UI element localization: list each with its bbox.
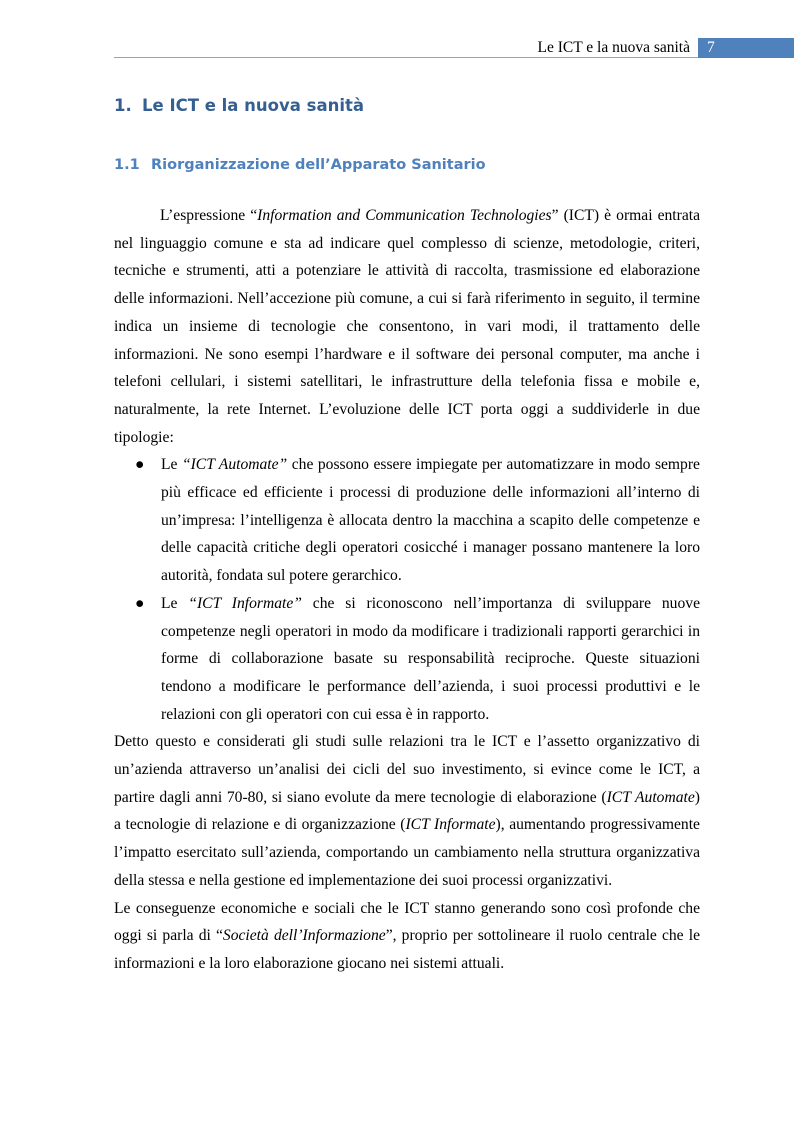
running-title: Le ICT e la nuova sanità — [537, 39, 690, 56]
list-item — [135, 451, 700, 590]
bullet-list — [114, 451, 700, 728]
paragraph-2-italic-a: ICT Automate — [606, 788, 695, 806]
header-rule — [114, 57, 698, 58]
bullet-icon: ● — [135, 456, 145, 474]
paragraph-1-text-b: ” (ICT) è ormai entrata nel linguaggio comune e sta ad indicare quel complesso di scienze, metodologie, criteri, tecniche e strumenti, atti a potenziare le attività di raccolta, trasmissione ed elaborazione delle informazioni. Nell’accezione più comune, a cui si farà riferimento in seguito, il termine indica un insieme di tecnologie che consentono, in vari modi, il trattamento delle informazioni. Ne sono esempi l’hardware e il software dei personal computer, ma anche i telefoni cellulari, i sistemi satellitari, le infrastrutture della telefonia fissa e mobile e, naturalmente, la rete Internet. L’evoluzione delle ICT porta oggi a suddividerle in due tipologie: — [114, 207, 701, 446]
paragraph-3-italic: Società dell’Informazione — [222, 927, 386, 945]
chapter-number: 1. — [114, 96, 132, 115]
paragraph-1 — [114, 202, 700, 451]
bullet-icon: ● — [135, 594, 145, 612]
paragraph-3-text-b: ”, proprio per sottolineare il ruolo centrale che le informazioni e la loro elaborazione giocano nei sistemi attuali. — [114, 927, 700, 972]
section-heading — [114, 157, 486, 173]
section-number: 1.1 — [114, 157, 140, 173]
page-number: 7 — [707, 39, 715, 56]
paragraph-2-text-c: ), aumentando progressivamente l’impatto esercitato sull’azienda, comportando un cambiamento nella struttura organizzativa della stessa e nella gestione ed implementazione dei suoi processi organizzativi. — [114, 816, 700, 889]
list-item-lead: Le — [161, 456, 182, 474]
chapter-heading — [114, 96, 364, 115]
list-item-lead: Le — [161, 594, 189, 612]
paragraph-2 — [114, 728, 700, 894]
section-title: Riorganizzazione dell’Apparato Sanitario — [151, 157, 486, 173]
list-item-text: che si riconoscono nell’importanza di sviluppare nuove competenze negli operatori in modo da modificare i tradizionali rapporti gerarchici in forme di collaborazione basate su responsabilità reciproche. Queste situazioni tendono a modificare le performance dell’azienda, i suoi processi produttivi e le relazioni con gli operatori con cui essa è in rapporto. — [161, 594, 700, 723]
page-header — [0, 38, 794, 58]
paragraph-2-text-a: Detto questo e considerati gli studi sulle relazioni tra le ICT e l’assetto organizzativo di un’azienda attraverso un’analisi dei cicli del suo investimento, si evince come le ICT, a partire dagli anni 70-80, si siano evolute da mere tecnologie di elaborazione ( — [114, 733, 700, 806]
paragraph-1-italic: Information and Communication Technologies — [257, 207, 552, 224]
list-item-text: che possono essere impiegate per automatizzare in modo sempre più efficace ed efficiente i processi di produzione delle informazioni all’interno di un’impresa: l’intelligenza è allocata dentro la macchina a scapito delle competenze e delle capacità critiche degli operatori cosicché i manager possano mantenere la loro autorità, fondata sul potere gerarchico. — [161, 456, 700, 585]
paragraph-2-italic-b: ICT Informate — [405, 816, 496, 834]
paragraph-2-text-b: ) a tecnologie di relazione e di organizzazione ( — [114, 788, 700, 834]
list-item-italic: “ICT Automate” — [181, 456, 288, 474]
list-item-italic: “ICT Informate” — [188, 594, 302, 612]
list-item — [135, 590, 700, 729]
body-text — [114, 202, 700, 978]
paragraph-3-text-a: Le conseguenze economiche e sociali che le ICT stanno generando sono così profonde che oggi si parla di “ — [114, 899, 700, 945]
paragraph-1-text-a: L’espressione “ — [160, 207, 258, 224]
chapter-title: Le ICT e la nuova sanità — [142, 96, 365, 115]
paragraph-3 — [114, 895, 700, 978]
